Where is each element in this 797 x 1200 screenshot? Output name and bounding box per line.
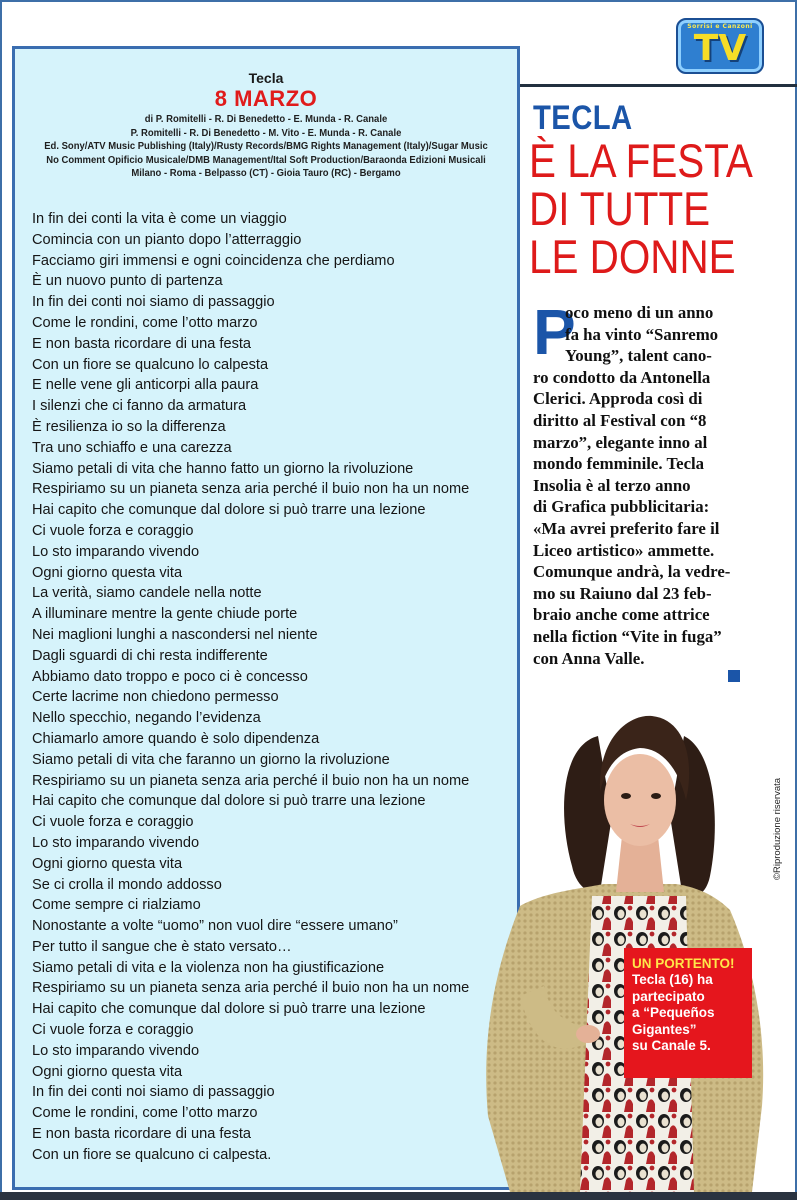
lyric-line: Lo sto imparando vivendo bbox=[32, 834, 200, 851]
lyric-line: Come le rondini, come l’otto marzo bbox=[32, 314, 258, 331]
lyric-line: È un nuovo punto di partenza bbox=[32, 273, 223, 290]
lyric-line: È resilienza io so la differenza bbox=[32, 418, 226, 435]
caption-line: Gigantes” bbox=[632, 1021, 697, 1037]
credit-line: di P. Romitelli - R. Di Benedetto - E. Munda - R. Canale bbox=[144, 114, 388, 125]
headline-line: È LA FESTA bbox=[529, 134, 753, 187]
lyric-line: Tra uno schiaffo e una carezza bbox=[32, 439, 232, 456]
credit-line: P. Romitelli - R. Di Benedetto - M. Vito - E. Munda - R. Canale bbox=[130, 127, 402, 139]
headline-line: LE DONNE bbox=[529, 230, 736, 283]
lyric-line: Come sempre ci rialziamo bbox=[32, 897, 201, 914]
lyric-line: Certe lacrime non chiedono permesso bbox=[32, 689, 279, 706]
body-line: Insolia è al terzo anno bbox=[533, 475, 691, 495]
lyric-line: Respiriamo su un pianeta senza aria perché il buio non ha un nome bbox=[32, 772, 470, 789]
lyric-line: Ogni giorno questa vita bbox=[32, 1063, 183, 1080]
photo-illustration bbox=[480, 696, 768, 1192]
lyric-line: Chiamarlo amore quando è solo dipendenza bbox=[32, 730, 320, 747]
body-line: marzo”, elegante inno al bbox=[533, 432, 708, 452]
lyric-line: Hai capito che comunque dal dolore si può trarre una lezione bbox=[32, 793, 426, 810]
header-rule bbox=[520, 84, 797, 87]
body-line: ro condotto da Antonella bbox=[533, 367, 711, 387]
caption-line: partecipato bbox=[632, 988, 705, 1004]
lyrics-panel bbox=[12, 46, 520, 1190]
body-line: diritto al Festival con “8 bbox=[533, 410, 707, 430]
lyric-line: In fin dei conti noi siamo di passaggio bbox=[32, 294, 275, 311]
lyric-line: Dagli sguardi di chi resta indifferente bbox=[32, 647, 268, 664]
lyric-line: Nonostante a volte “uomo” non vuol dire “essere umano” bbox=[32, 918, 398, 935]
lyrics-body bbox=[32, 209, 512, 1166]
caption-text bbox=[632, 972, 746, 1055]
photo-tecla bbox=[480, 696, 768, 1192]
lyric-line: La verità, siamo candele nella notte bbox=[32, 585, 262, 602]
lyric-line: Respiriamo su un pianeta senza aria perché il buio non ha un nome bbox=[32, 481, 470, 498]
body-line: nella fiction “Vite in fuga” bbox=[533, 626, 722, 646]
lyric-line: Respiriamo su un pianeta senza aria perché il buio non ha un nome bbox=[32, 980, 470, 997]
lyric-line: In fin dei conti la vita è come un viaggio bbox=[32, 211, 287, 227]
body-line: oco meno di un anno bbox=[565, 303, 714, 322]
lyric-line: Ogni giorno questa vita bbox=[32, 855, 183, 872]
body-line: di Grafica pubblicitaria: bbox=[533, 497, 710, 517]
caption-line: su Canale 5. bbox=[632, 1038, 711, 1054]
lyric-line: Hai capito che comunque dal dolore si può trarre una lezione bbox=[32, 502, 426, 519]
lyric-line: Siamo petali di vita e la violenza non ha giustificazione bbox=[32, 959, 385, 976]
logo-brand-text: Sorrisi e Canzoni bbox=[687, 23, 753, 30]
body-line: con Anna Valle. bbox=[533, 648, 645, 668]
lyric-line: Lo sto imparando vivendo bbox=[32, 543, 200, 560]
body-line: mondo femminile. Tecla bbox=[533, 454, 705, 474]
body-line: Clerici. Approda così di bbox=[533, 389, 703, 409]
photo-caption bbox=[624, 948, 752, 1078]
copyright-text: ©Riproduzione riservata bbox=[772, 777, 783, 880]
lyric-line: Lo sto imparando vivendo bbox=[32, 1042, 200, 1059]
lyric-line: Hai capito che comunque dal dolore si può trarre una lezione bbox=[32, 1001, 426, 1018]
lyric-line: A illuminare mentre la gente chiude porte bbox=[32, 606, 298, 623]
credit-line: Milano - Roma - Belpasso (CT) - Gioia Tauro (RC) - Bergamo bbox=[131, 168, 401, 180]
lyric-line: Abbiamo dato troppo e poco ci è concesso bbox=[32, 668, 308, 685]
credit-line: Ed. Sony/ATV Music Publishing (Italy)/Rusty Records/BMG Rights Management (Italy)/Sugar Music bbox=[44, 141, 488, 153]
lyric-line: Facciamo giri immensi e ogni coincidenza che perdiamo bbox=[32, 252, 395, 269]
caption-title: UN PORTENTO! bbox=[632, 956, 735, 971]
lyric-line: Con un fiore se qualcuno lo calpesta bbox=[32, 356, 269, 373]
lyric-line: Se ci crolla il mondo addosso bbox=[32, 876, 222, 893]
article-kicker: TECLA bbox=[533, 99, 633, 137]
lyric-line: Comincia con un pianto dopo l’atterraggio bbox=[32, 231, 302, 248]
logo-tv-letters: TV bbox=[693, 28, 747, 69]
body-line: Liceo artistico» ammette. bbox=[533, 540, 715, 560]
lyric-line: Ci vuole forza e coraggio bbox=[32, 1022, 194, 1039]
body-line: Comunque andrà, la vedre- bbox=[533, 562, 731, 582]
lyric-line: Ogni giorno questa vita bbox=[32, 564, 183, 581]
song-credits bbox=[35, 113, 497, 181]
tv-sorrisi-logo bbox=[676, 18, 764, 74]
body-line: Young”, talent cano- bbox=[565, 346, 712, 366]
lyric-line: Nello specchio, negando l’evidenza bbox=[32, 710, 261, 727]
caption-line: Tecla (16) ha bbox=[632, 972, 713, 987]
lyric-line: Siamo petali di vita che hanno fatto un giorno la rivoluzione bbox=[32, 460, 414, 477]
copyright-notice bbox=[772, 720, 786, 880]
lyric-line: Ci vuole forza e coraggio bbox=[32, 522, 194, 539]
lyric-line: In fin dei conti noi siamo di passaggio bbox=[32, 1084, 275, 1101]
page-bottom-bar bbox=[0, 1192, 797, 1200]
lyric-line: I silenzi che ci fanno da armatura bbox=[32, 398, 247, 415]
dropcap-letter: P bbox=[533, 296, 576, 368]
lyric-line: Con un fiore se qualcuno ci calpesta. bbox=[32, 1146, 272, 1163]
caption-line: a “Pequeños bbox=[632, 1005, 715, 1021]
headline-line: DI TUTTE bbox=[529, 182, 711, 235]
article-body bbox=[533, 296, 761, 669]
lyric-line: Siamo petali di vita che faranno un giorno la rivoluzione bbox=[32, 751, 390, 768]
body-line: fa ha vinto “Sanremo bbox=[565, 324, 719, 344]
lyric-line: E non basta ricordare di una festa bbox=[32, 335, 252, 352]
lyric-line: Ci vuole forza e coraggio bbox=[32, 814, 194, 831]
song-title: 8 MARZO bbox=[214, 86, 318, 111]
credit-line: No Comment Opificio Musicale/DMB Management/Ital Soft Production/Baraonda Edizioni Musicali bbox=[46, 154, 486, 166]
lyric-line: Nei maglioni lunghi a nascondersi nel niente bbox=[32, 626, 318, 643]
lyric-line: Per tutto il sangue che è stato versato… bbox=[32, 938, 292, 955]
lyric-line: E non basta ricordare di una festa bbox=[32, 1126, 252, 1143]
lyrics-header bbox=[15, 69, 517, 181]
article-headline bbox=[529, 134, 753, 283]
body-line: mo su Raiuno dal 23 feb- bbox=[533, 583, 712, 603]
song-artist: Tecla bbox=[248, 70, 284, 86]
body-line: braio anche come attrice bbox=[533, 605, 710, 625]
lyric-line: E nelle vene gli anticorpi alla paura bbox=[32, 377, 259, 394]
lyric-line: Come le rondini, come l’otto marzo bbox=[32, 1105, 258, 1122]
article-end-mark bbox=[728, 670, 740, 682]
body-line: «Ma avrei preferito fare il bbox=[533, 518, 720, 538]
